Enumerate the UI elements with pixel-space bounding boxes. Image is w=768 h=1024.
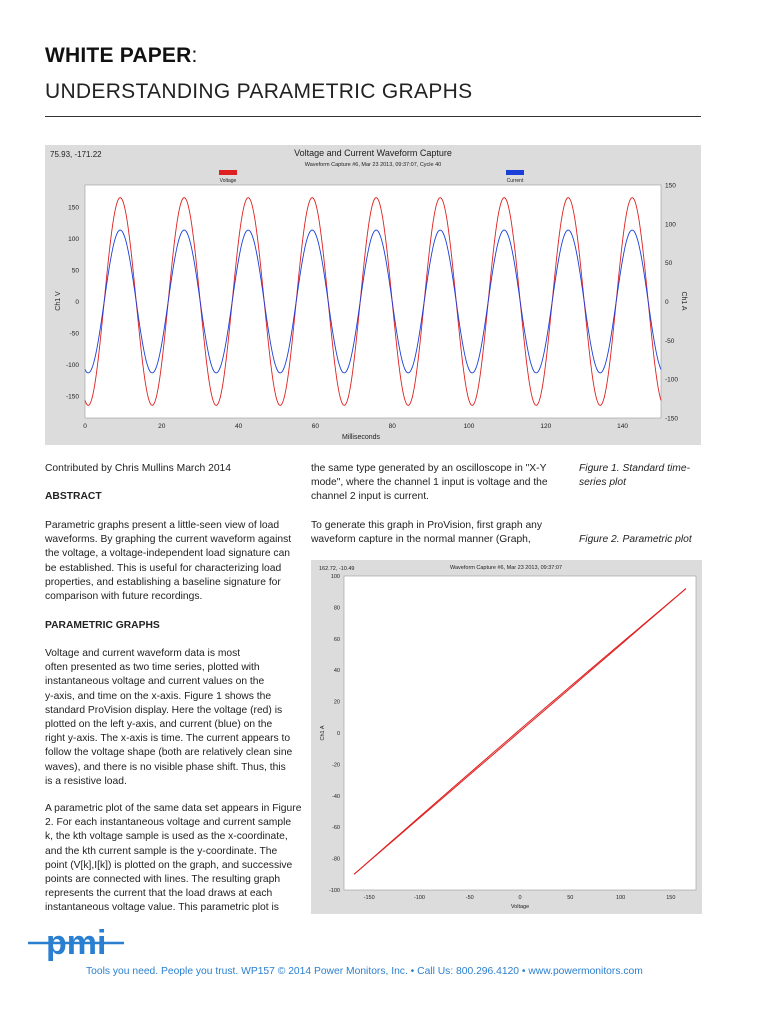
paragraph-line: follow the voltage shape (both are relatively clean sine xyxy=(45,747,293,759)
figure2-xlabel: Voltage xyxy=(510,904,530,910)
mid-paragraph-1 xyxy=(311,462,571,505)
paragraph-line: mode", where the channel 1 input is voltage and the xyxy=(311,477,548,489)
figure1-xlabel: Milliseconds xyxy=(341,434,381,441)
y-tick-label: 100 xyxy=(68,236,79,244)
figure2-chart xyxy=(311,560,702,914)
abstract-line: be established. This is useful for characterizing load xyxy=(45,562,282,574)
paragraph-line: represents the current that the load draws at each xyxy=(45,888,273,900)
paragraph-line: plotted on the left y-axis, and current (blue) on the xyxy=(45,719,273,731)
y-tick-label: 60 xyxy=(333,636,340,643)
paragraph-line: is a resistive load. xyxy=(45,775,127,787)
y-tick-label: 50 xyxy=(71,267,79,275)
mid-paragraph-2 xyxy=(311,519,571,547)
x-tick-label: 120 xyxy=(540,423,552,430)
y-tick-label: 20 xyxy=(333,699,340,706)
abstract-line: the voltage, a voltage-independent load signature can xyxy=(45,548,291,560)
figure1-caption-line2: series plot xyxy=(579,477,626,488)
figure1-ylabel-left: Ch1 V xyxy=(55,291,62,311)
legend-current-label: Current xyxy=(506,178,524,184)
x-tick-label: 20 xyxy=(158,423,166,430)
figure1-subtitle: Waveform Capture #6, Mar 23 2013, 09:37:07, Cycle 40 xyxy=(304,162,442,168)
x-tick-label: 0 xyxy=(518,895,522,901)
abstract-paragraph xyxy=(45,519,303,604)
figure1-caption-line1: Figure 1. Standard time- xyxy=(579,463,691,474)
figure2-coords: 162.72, -10.49 xyxy=(319,566,355,572)
y-tick-label: -100 xyxy=(65,361,79,369)
x-tick-label: 50 xyxy=(567,895,574,901)
paragraph-line: k, the kth voltage sample is used as the x-coordinate, xyxy=(45,831,288,843)
paragraph-line: instantaneous voltage and current values on the xyxy=(45,676,265,688)
doc-type-title xyxy=(45,44,198,68)
paragraph-line: right y-axis. The x-axis is time. The current appears to xyxy=(45,733,291,745)
x-tick-label: 80 xyxy=(388,423,396,430)
figure2-ylabel: Ch1 A xyxy=(320,725,326,741)
y-tick-label: -100 xyxy=(328,888,340,894)
paragraph-line: the same type generated by an oscilloscope in "X-Y xyxy=(311,463,547,474)
abstract-line: comparison with future recordings. xyxy=(45,591,203,603)
paragraph-line: To generate this graph in ProVision, first graph any xyxy=(311,520,543,531)
paragraph-line: and the kth current sample is the y-coordinate. The xyxy=(45,845,278,857)
paragraph-line: Voltage and current waveform data is most xyxy=(45,648,241,659)
x-tick-label: -100 xyxy=(413,895,425,901)
logo-text: pmi xyxy=(46,924,107,962)
parametric-paragraph-2 xyxy=(45,802,303,916)
y2-tick-label: -150 xyxy=(665,415,679,423)
legend-current-swatch xyxy=(506,170,524,175)
y-tick-label: 0 xyxy=(336,731,340,737)
y2-tick-label: 100 xyxy=(665,221,676,229)
legend-voltage-label: Voltage xyxy=(219,178,237,184)
paragraph-line: standard ProVision display. Here the voltage (red) is xyxy=(45,704,283,716)
x-tick-label: -50 xyxy=(465,895,474,901)
figure1-chart xyxy=(45,145,701,445)
x-tick-label: 140 xyxy=(617,423,629,430)
abstract-heading: ABSTRACT xyxy=(45,491,102,502)
figure1-ylabel-right: Ch1 A xyxy=(680,291,687,311)
footer-text: Tools you need. People you trust. WP157 © 2014 Power Monitors, Inc. • Call Us: 800.296.4120 • www.powermonitors.com xyxy=(86,966,643,977)
x-tick-label: 40 xyxy=(234,423,243,430)
figure1-caption xyxy=(579,462,704,490)
y2-tick-label: -50 xyxy=(665,337,675,345)
parametric-paragraph-1 xyxy=(45,647,303,789)
paragraph-line: waves), and there is no visible phase shift. Thus, this xyxy=(45,761,286,773)
y-tick-label: -50 xyxy=(69,330,79,338)
figure2-title: Waveform Capture #6, Mar 23 2013, 09:37:07 xyxy=(450,565,562,571)
header-rule xyxy=(45,116,701,117)
y-tick-label: 100 xyxy=(330,574,340,580)
figure1-title: Voltage and Current Waveform Capture xyxy=(294,148,452,158)
paragraph-line: y-axis, and time on the x-axis. Figure 1 shows the xyxy=(45,690,272,702)
paragraph-line: point (V[k],I[k]) is plotted on the graph, and successive xyxy=(45,859,293,871)
paragraph-line: often presented as two time series, plotted with xyxy=(45,662,260,674)
y-tick-label: 40 xyxy=(333,668,340,675)
legend-voltage-swatch xyxy=(219,170,237,175)
y-tick-label: -20 xyxy=(332,762,340,769)
y2-tick-label: 150 xyxy=(665,182,676,190)
y2-tick-label: 0 xyxy=(665,299,669,306)
figure1-coords: 75.93, -171.22 xyxy=(50,150,102,159)
x-tick-label: 150 xyxy=(666,895,676,901)
paragraph-line: 2. For each instantaneous voltage and current sample xyxy=(45,817,292,829)
x-tick-label: 100 xyxy=(463,423,475,430)
x-tick-label: 60 xyxy=(311,423,320,430)
paragraph-line: points are connected with lines. The resulting graph xyxy=(45,874,281,886)
y-tick-label: 0 xyxy=(75,299,79,306)
abstract-line: waveforms. By graphing the current waveform against xyxy=(45,534,292,546)
paragraph-line: A parametric plot of the same data set appears in Figure xyxy=(45,803,302,814)
doc-subtitle: UNDERSTANDING PARAMETRIC GRAPHS xyxy=(45,80,473,103)
y-tick-label: -80 xyxy=(332,856,340,863)
title-colon: : xyxy=(191,44,198,67)
y2-tick-label: 50 xyxy=(665,260,673,268)
x-tick-label: 100 xyxy=(615,895,626,901)
y2-tick-label: -100 xyxy=(665,376,679,384)
y-tick-label: 150 xyxy=(68,204,79,212)
title-text: WHITE PAPER xyxy=(45,44,192,67)
y-tick-label: -40 xyxy=(332,793,340,800)
paragraph-line: channel 2 input is current. xyxy=(311,491,429,503)
paragraph-line: instantaneous voltage value. This parametric plot is xyxy=(45,902,279,914)
x-tick-label: -150 xyxy=(363,895,375,901)
contributed-line: Contributed by Chris Mullins March 2014 xyxy=(45,463,231,474)
figure2-caption: Figure 2. Parametric plot xyxy=(579,534,692,545)
y-tick-label: 80 xyxy=(333,605,340,612)
figure2-plot-area xyxy=(344,576,696,890)
parametric-graphs-heading: PARAMETRIC GRAPHS xyxy=(45,620,160,631)
y-tick-label: -150 xyxy=(65,393,79,401)
abstract-line: Parametric graphs present a little-seen view of load xyxy=(45,520,280,531)
x-tick-label: 0 xyxy=(83,423,87,430)
abstract-line: properties, and establishing a baseline signature for xyxy=(45,576,281,588)
y-tick-label: -60 xyxy=(332,825,340,832)
paragraph-line: waveform capture in the normal manner (Graph, xyxy=(311,534,531,546)
